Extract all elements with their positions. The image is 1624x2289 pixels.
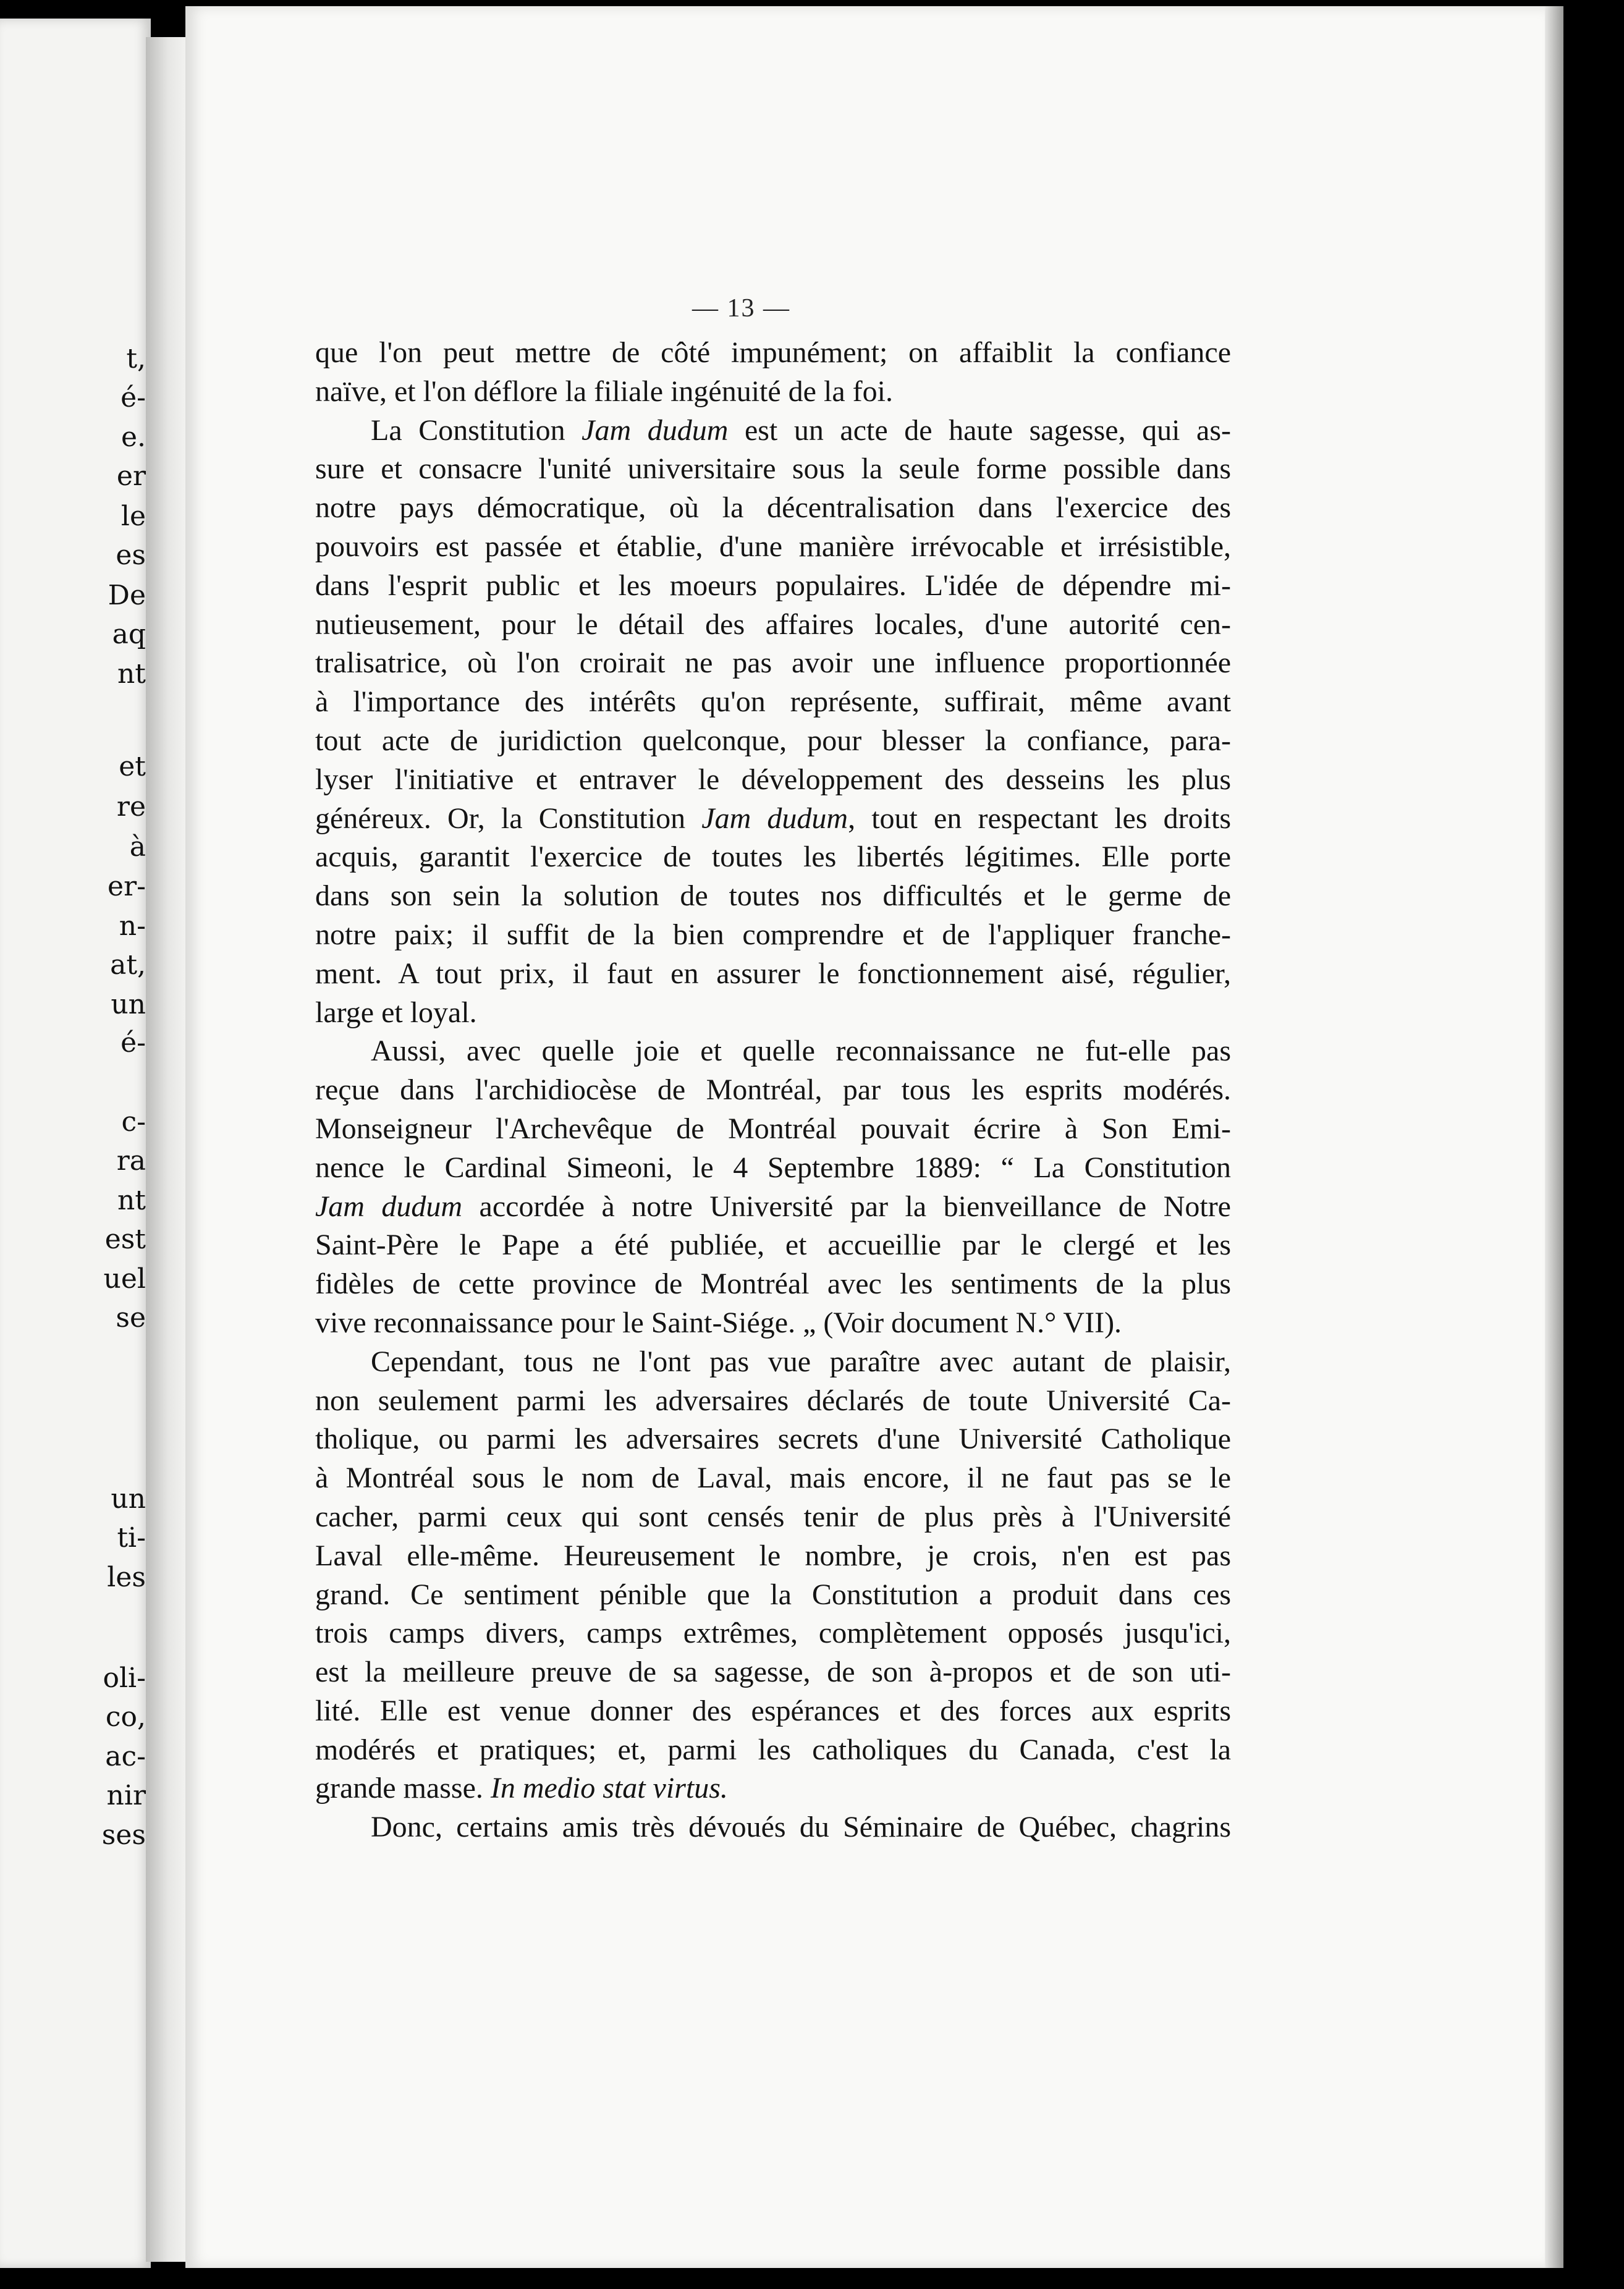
line-text: acquis, garantit l'exercice de toutes les libertés légitimes. Elle porte xyxy=(315,840,1231,874)
previous-page-fragment: à xyxy=(129,831,146,863)
previous-page-fragment: oli- xyxy=(103,1662,146,1694)
previous-page-fragment: t, xyxy=(126,343,146,374)
previous-page-fragment: se xyxy=(116,1302,146,1334)
line-text: à l'importance des intérêts qu'on représente, suffirait, même avant xyxy=(315,685,1231,719)
line-text: lité. Elle est venue donner des espérances et des forces aux esprits xyxy=(315,1694,1231,1727)
line-text: sure et consacre l'unité universitaire sous la seule forme possible dans xyxy=(315,452,1231,486)
line-text: Monseigneur l'Archevêque de Montréal pouvait écrire à Son Emi- xyxy=(315,1112,1231,1145)
italic-title: Jam dudum xyxy=(701,802,848,835)
line-text: , tout en respectant les droits xyxy=(848,802,1232,835)
line-text: tholique, ou parmi les adversaires secrets d'une Université Catholique xyxy=(315,1423,1231,1456)
previous-page-line-endings xyxy=(0,19,146,2268)
text-line xyxy=(315,838,1231,877)
line-text: Laval elle-même. Heureusement le nombre, je crois, n'en est pas xyxy=(315,1539,1231,1572)
text-line xyxy=(315,1614,1231,1653)
text-line xyxy=(315,1032,1231,1071)
text-line xyxy=(315,1149,1231,1188)
previous-page-fragment: un xyxy=(111,989,146,1020)
text-line xyxy=(315,1420,1231,1459)
line-text: accordée à notre Université par la bienveillance de Notre xyxy=(462,1190,1231,1223)
previous-page-fragment: co, xyxy=(105,1701,146,1733)
text-line xyxy=(315,722,1231,761)
line-text: à Montréal sous le nom de Laval, mais encore, il ne faut pas se le xyxy=(315,1462,1231,1495)
text-line xyxy=(315,1343,1231,1382)
text-line xyxy=(315,800,1231,839)
line-text: est un acte de haute sagesse, qui as- xyxy=(728,413,1232,447)
text-line xyxy=(315,1382,1231,1421)
line-text: ment. A tout prix, il faut en assurer le fonctionnement aisé, régulier, xyxy=(315,957,1231,990)
previous-page-fragment: n- xyxy=(119,910,146,942)
previous-page-fragment: nt xyxy=(117,1185,146,1216)
previous-page-fragment: aq xyxy=(112,619,146,650)
text-line xyxy=(315,1653,1231,1692)
previous-page-fragment: et xyxy=(119,751,146,782)
text-line xyxy=(315,1110,1231,1149)
line-text: vive reconnaissance pour le Saint-Siége. „ (Voir document N.° VII). xyxy=(315,1306,1122,1339)
line-text: Aussi, avec quelle joie et quelle reconnaissance ne fut-elle pas xyxy=(371,1034,1231,1068)
text-line xyxy=(315,528,1231,567)
line-text: modérés et pratiques; et, parmi les catholiques du Canada, c'est la xyxy=(315,1733,1231,1766)
previous-page-fragment: les xyxy=(107,1562,146,1593)
italic-title: Jam dudum xyxy=(315,1190,463,1223)
line-text: tralisatrice, où l'on croirait ne pas avoir une influence proportionnée xyxy=(315,646,1231,680)
text-line xyxy=(315,1692,1231,1731)
page-number: — 13 — xyxy=(692,294,790,323)
previous-page-fragment: est xyxy=(104,1224,146,1255)
text-line xyxy=(315,1808,1231,1847)
text-line xyxy=(315,1226,1231,1265)
line-text: tout acte de juridiction quelconque, pour blesser la confiance, para- xyxy=(315,724,1231,757)
previous-page-fragment: er xyxy=(116,460,146,492)
text-line xyxy=(315,644,1231,683)
previous-page-fragment: é- xyxy=(121,382,146,413)
line-text: généreux. Or, la Constitution xyxy=(315,802,702,835)
previous-page-fragment: ses xyxy=(101,1819,146,1851)
line-text: grande masse. xyxy=(315,1772,491,1805)
text-line xyxy=(315,1498,1231,1537)
line-text: Cependant, tous ne l'ont pas vue paraître avec autant de plaisir, xyxy=(371,1345,1231,1378)
text-line xyxy=(315,1459,1231,1498)
text-line xyxy=(315,1071,1231,1110)
previous-page-fragment: le xyxy=(121,501,146,532)
line-text: nence le Cardinal Simeoni, le 4 Septembre 1889: “ La Constitution xyxy=(315,1151,1231,1184)
line-text: dans l'esprit public et les moeurs populaires. L'idée de dépendre mi- xyxy=(315,569,1231,602)
text-line xyxy=(315,877,1231,916)
page-body-text xyxy=(315,334,1231,1847)
text-line xyxy=(315,1537,1231,1576)
line-text: est la meilleure preuve de sa sagesse, de son à-propos et de son uti- xyxy=(315,1656,1231,1689)
previous-page-fragment: e. xyxy=(121,421,146,453)
text-line xyxy=(315,1769,1231,1808)
line-text: fidèles de cette province de Montréal avec les sentiments de la plus xyxy=(315,1267,1231,1301)
line-text: cacher, parmi ceux qui sont censés tenir de plus près à l'Université xyxy=(315,1500,1231,1533)
previous-page-fragment: es xyxy=(116,539,146,571)
text-line xyxy=(315,489,1231,528)
previous-page-fragment: De xyxy=(108,580,146,611)
text-line xyxy=(315,955,1231,994)
line-text: large et loyal. xyxy=(315,996,477,1029)
text-line xyxy=(315,1265,1231,1304)
text-line xyxy=(315,450,1231,489)
previous-page-fragment: uel xyxy=(103,1263,146,1295)
text-line xyxy=(315,606,1231,645)
previous-page-fragment: ac- xyxy=(105,1741,146,1772)
previous-page-fragment: nt xyxy=(117,658,146,690)
previous-page-fragment: c- xyxy=(121,1106,146,1138)
previous-page-fragment: ra xyxy=(116,1145,146,1177)
previous-page-fragment: é- xyxy=(121,1027,146,1059)
line-text: trois camps divers, camps extrêmes, complètement opposés jusqu'ici, xyxy=(315,1617,1231,1650)
line-text: La Constitution xyxy=(371,413,582,447)
text-line xyxy=(315,567,1231,606)
text-line xyxy=(315,1304,1231,1343)
line-text: dans son sein la solution de toutes nos difficultés et le germe de xyxy=(315,879,1231,913)
text-line xyxy=(315,412,1231,451)
line-text: lyser l'initiative et entraver le développement des desseins les plus xyxy=(315,763,1231,796)
page-edge-shadow xyxy=(1545,6,1563,2268)
text-line xyxy=(315,994,1231,1033)
line-text: que l'on peut mettre de côté impunément; on affaiblit la confiance xyxy=(315,336,1231,369)
line-text: grand. Ce sentiment pénible que la Constitution a produit dans ces xyxy=(315,1578,1231,1611)
text-line xyxy=(315,1576,1231,1615)
line-text: reçue dans l'archidiocèse de Montréal, par tous les esprits modérés. xyxy=(315,1073,1231,1107)
line-text: non seulement parmi les adversaires déclarés de toute Université Ca- xyxy=(315,1384,1231,1417)
previous-page-margin xyxy=(0,19,151,2268)
previous-page-fragment: ti- xyxy=(117,1522,146,1554)
text-line xyxy=(315,373,1231,412)
line-text: nutieusement, pour le détail des affaires locales, d'une autorité cen- xyxy=(315,607,1231,641)
line-text: pouvoirs est passée et établie, d'une manière irrévocable et irrésistible, xyxy=(315,530,1231,563)
previous-page-fragment: nir xyxy=(106,1780,146,1811)
line-text: Saint-Père le Pape a été publiée, et accueillie par le clergé et les xyxy=(315,1229,1231,1262)
line-text: naïve, et l'on déflore la filiale ingénuité de la foi. xyxy=(315,374,893,408)
previous-page-fragment: re xyxy=(116,791,146,823)
previous-page-fragment: er- xyxy=(108,871,146,902)
italic-title: Jam dudum xyxy=(582,413,729,447)
previous-page-fragment: un xyxy=(111,1483,146,1515)
text-line xyxy=(315,334,1231,373)
line-text: notre paix; il suffit de la bien comprendre et de l'appliquer franche- xyxy=(315,918,1231,951)
text-line xyxy=(315,1731,1231,1770)
text-line xyxy=(315,916,1231,955)
previous-page-fragment: at, xyxy=(110,949,146,981)
text-line xyxy=(315,761,1231,800)
text-line xyxy=(315,683,1231,722)
italic-title: In medio stat virtus. xyxy=(490,1772,728,1805)
line-text: Donc, certains amis très dévoués du Séminaire de Québec, chagrins xyxy=(371,1811,1231,1844)
text-line xyxy=(315,1188,1231,1227)
line-text: notre pays démocratique, où la décentralisation dans l'exercice des xyxy=(315,491,1231,525)
